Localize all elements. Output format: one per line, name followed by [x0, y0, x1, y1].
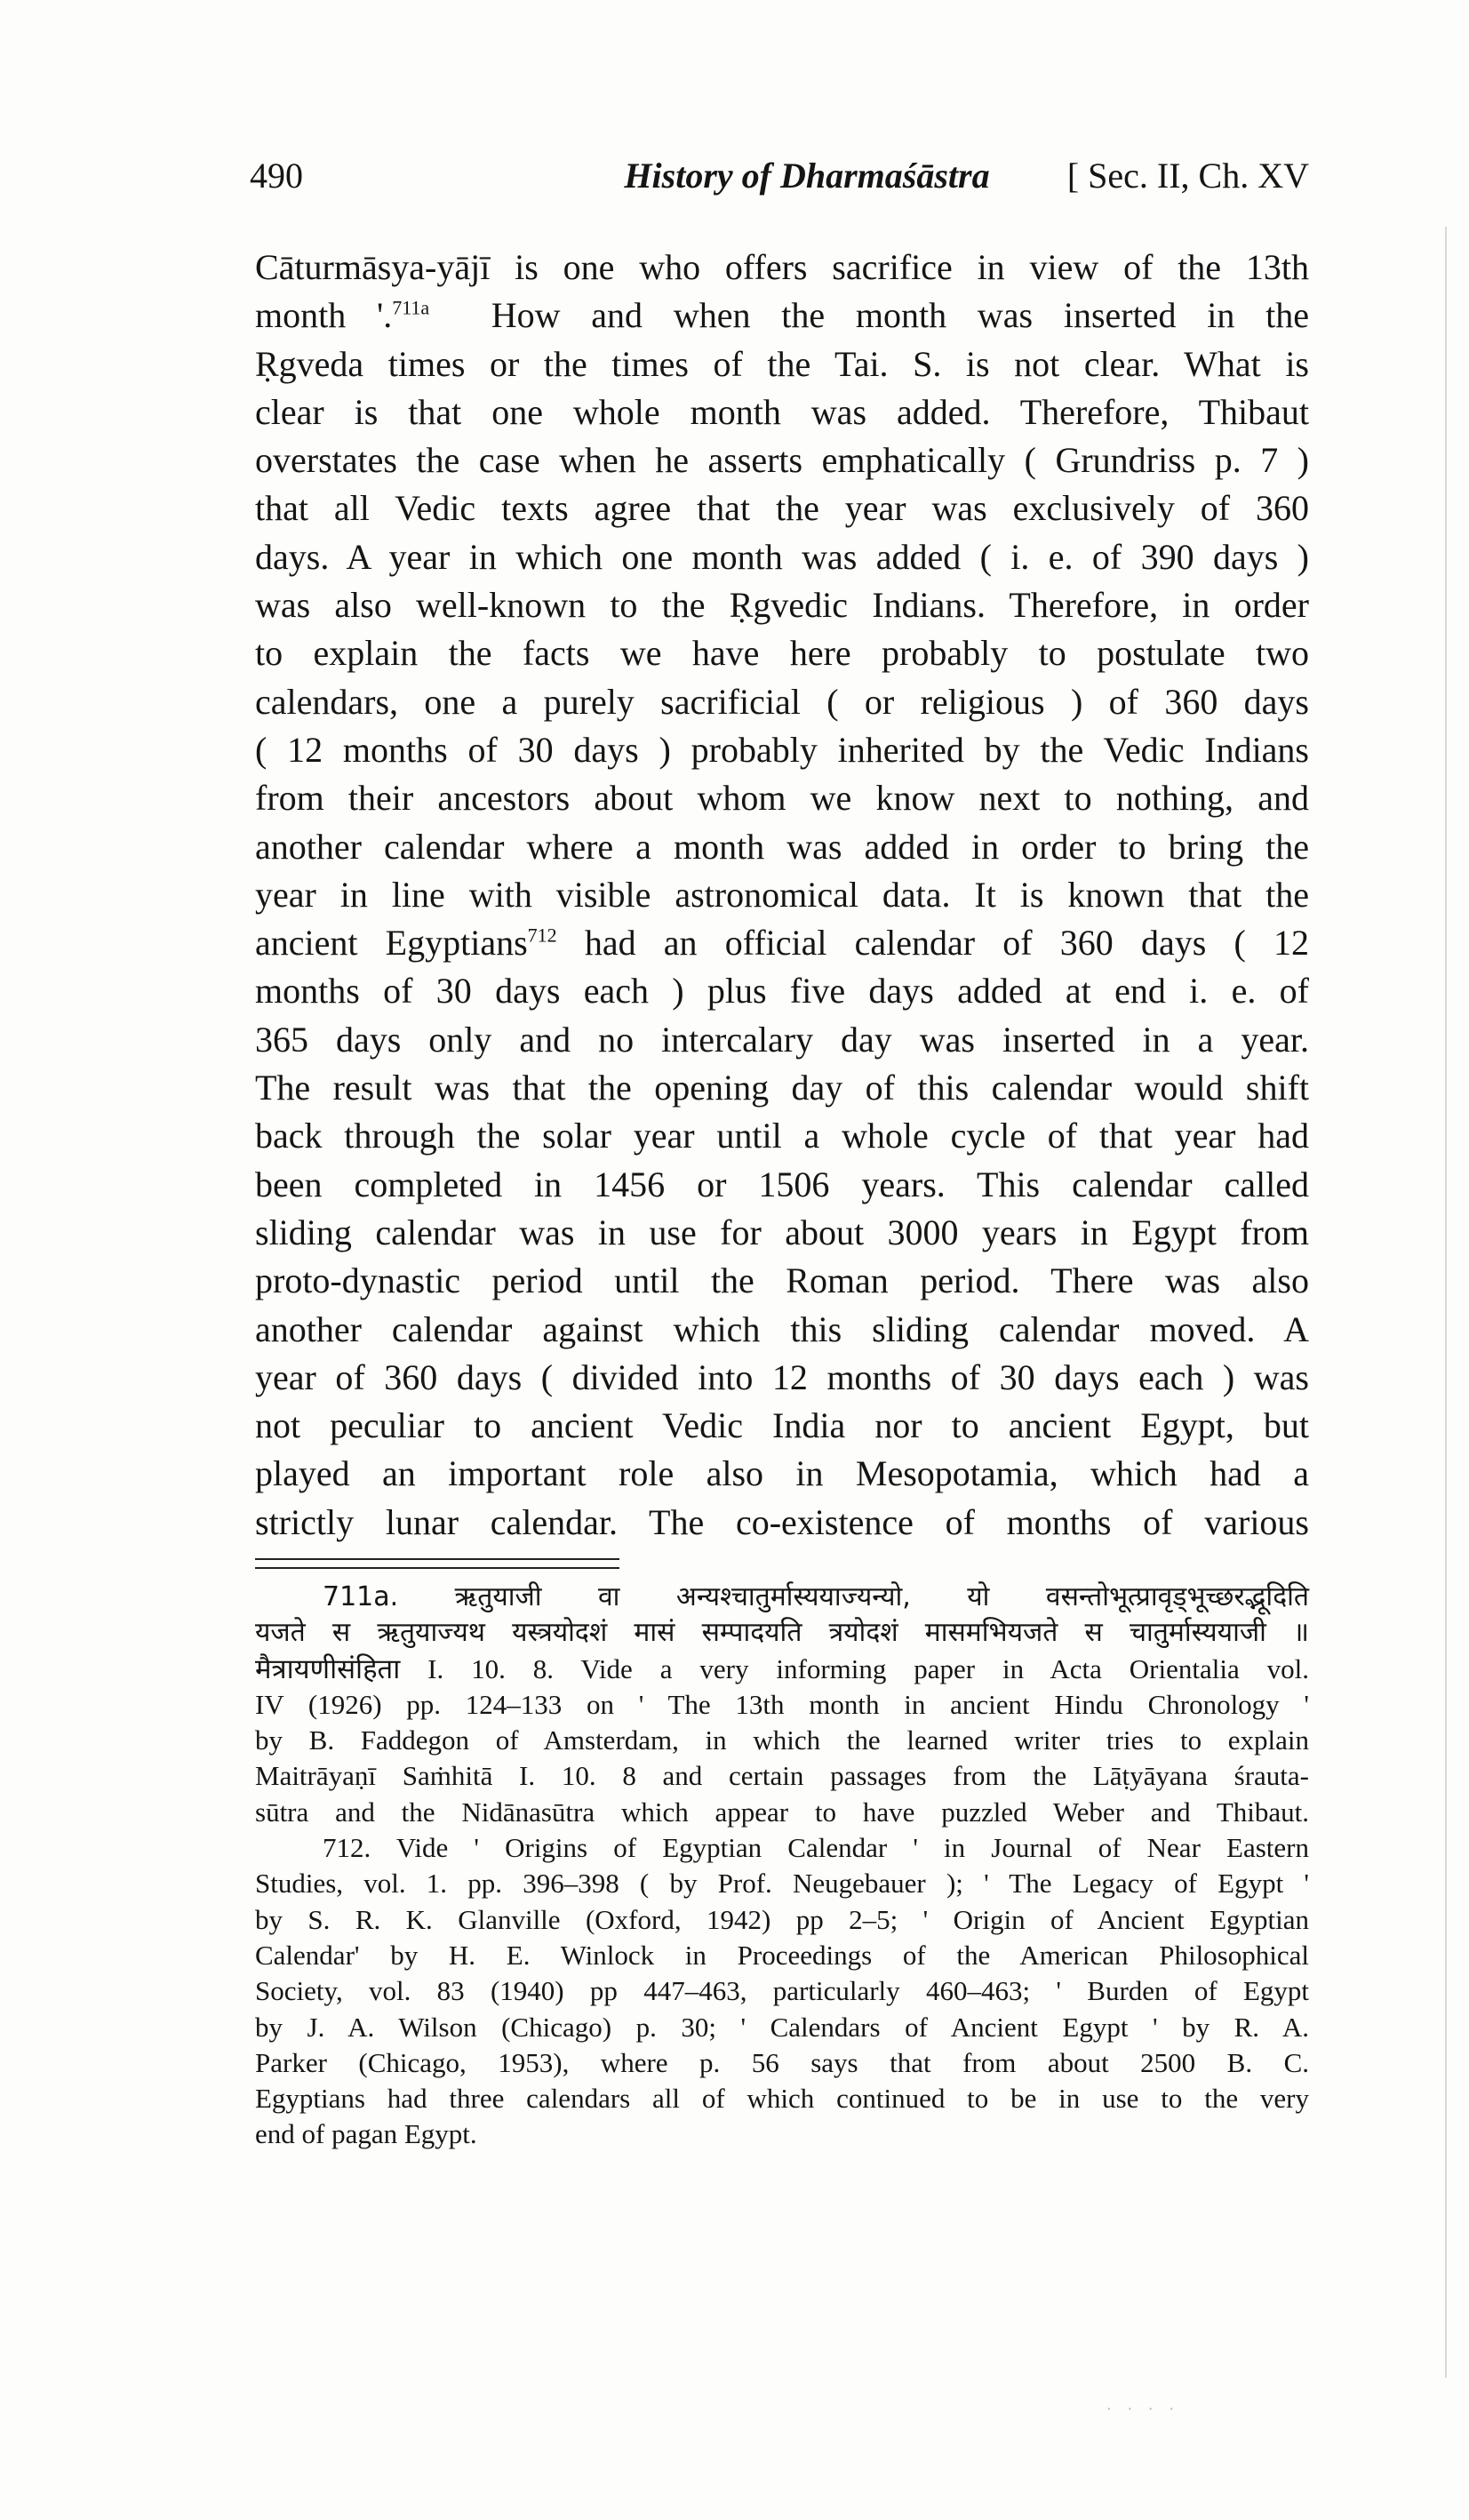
text-fragment: How and when the month was inserted in the	[491, 295, 1310, 336]
text-line: ( 12 months of 30 days ) probably inherited by the Vedic Indians	[255, 729, 1309, 770]
text-line: was also well-known to the Ṛgvedic Indians. Therefore, in order	[255, 585, 1309, 626]
footnote-line: by J. A. Wilson (Chicago) p. 30; ' Calendars of Ancient Egypt ' by R. A.	[255, 2011, 1309, 2043]
footnote-ref-711a: 711a	[392, 296, 430, 319]
page-edge-rule	[1445, 227, 1447, 2378]
text-line: months of 30 days each ) plus five days added at end i. e. of	[255, 971, 1309, 1012]
footnote-text: Vide ' Origins of Egyptian Calendar ' in Journal of Near Eastern	[395, 1832, 1309, 1864]
footnote-divider	[255, 1558, 619, 1569]
text-line: that all Vedic texts agree that the year was exclusively of 360	[255, 488, 1309, 529]
text-line: sliding calendar was in use for about 3000 years in Egypt from	[255, 1212, 1309, 1252]
text-fragment: ancient Egyptians	[255, 923, 528, 964]
sanskrit-quote: ऋतुयाजी वा अन्यश्चातुर्मास्ययाज्यन्यो, यो वसन्तोभूत्प्रावृड्भूच्छरद्भूदिति	[454, 1581, 1309, 1612]
footnote-712	[255, 1830, 1309, 2153]
text-line: Ṛgveda times or the times of the Tai. S. is not clear. What is	[255, 343, 1309, 384]
text-line: been completed in 1456 or 1506 years. This calendar called	[255, 1164, 1309, 1204]
footnote-label: 712.	[323, 1832, 371, 1864]
footnote-line: Society, vol. 83 (1940) pp 447–463, particularly 460–463; ' Burden of Egypt	[255, 1975, 1309, 2007]
text-line: 365 days only and no intercalary day was inserted in a year.	[255, 1019, 1309, 1060]
footnote-line: Maitrāyaṇī Saṁhitā I. 10. 8 and certain passages from the Lāṭyāyana śrauta-	[255, 1760, 1309, 1792]
text-line	[255, 919, 1309, 967]
text-line: another calendar where a month was added in order to bring the	[255, 826, 1309, 867]
footnote-line: Parker (Chicago, 1953), where p. 56 says that from about 2500 B. C.	[255, 2046, 1309, 2078]
footnotes	[255, 1580, 1309, 2153]
text-fragment: had an official calendar of 360 days ( 12	[556, 923, 1309, 964]
footnote-line: IV (1926) pp. 124–133 on ' The 13th month in ancient Hindu Chronology '	[255, 1688, 1309, 1720]
footnote-line	[255, 1830, 1309, 1866]
text-line: strictly lunar calendar. The co-existence of months of various	[255, 1501, 1309, 1542]
page-header	[250, 154, 1309, 198]
text-fragment: month '.	[255, 295, 393, 336]
section-chapter-label: [ Sec. II, Ch. XV	[1066, 156, 1309, 196]
text-line: year in line with visible astronomical data. It is known that the	[255, 874, 1309, 915]
text-line: overstates the case when he asserts emphatically ( Grundriss p. 7 )	[255, 440, 1309, 481]
footnote-line: Calendar' by H. E. Winlock in Proceedings of the American Philosophical	[255, 1939, 1309, 1971]
running-title: History of Dharmaśāstra	[624, 156, 990, 196]
text-line: calendars, one a purely sacrificial ( or religious ) of 360 days	[255, 681, 1309, 722]
text-line: clear is that one whole month was added. Therefore, Thibaut	[255, 391, 1309, 432]
scan-specks: · · · ·	[1106, 2400, 1180, 2419]
text-line: The result was that the opening day of this calendar would shift	[255, 1068, 1309, 1108]
text-line: not peculiar to ancient Vedic India nor to ancient Egypt, but	[255, 1405, 1309, 1446]
footnote-label: 711a.	[323, 1581, 399, 1612]
text-line: days. A year in which one month was added ( i. e. of 390 days )	[255, 536, 1309, 577]
footnote-line	[255, 1580, 1309, 1615]
text-line: proto-dynastic period until the Roman period. There was also	[255, 1260, 1309, 1301]
footnote-line: मैत्रायणीसंहिता I. 10. 8. Vide a very informing paper in Acta Orientalia vol.	[255, 1652, 1309, 1684]
footnote-line: Egyptians had three calendars all of which continued to be in use to the very	[255, 2083, 1309, 2115]
footnote-711a	[255, 1580, 1309, 1830]
footnote-line: Studies, vol. 1. pp. 396–398 ( by Prof. Neugebauer ); ' The Legacy of Egypt '	[255, 1868, 1309, 1900]
text-line: another calendar against which this sliding calendar moved. A	[255, 1308, 1309, 1349]
footnote-line: sūtra and the Nidānasūtra which appear to have puzzled Weber and Thibaut.	[255, 1796, 1309, 1828]
text-line: from their ancestors about whom we know next to nothing, and	[255, 778, 1309, 819]
footnote-line: end of pagan Egypt.	[255, 2118, 477, 2150]
text-line: to explain the facts we have here probably to postulate two	[255, 633, 1309, 674]
footnote-line: यजते स ऋतुयाज्यथ यस्त्रयोदशं मासं सम्पादयति त्रयोदशं मासमभियजते स चातुर्मास्ययाजी ॥	[255, 1617, 1309, 1649]
footnote-ref-712: 712	[527, 924, 557, 947]
text-line: played an important role also in Mesopotamia, which had a	[255, 1453, 1309, 1494]
footnote-line: by S. R. K. Glanville (Oxford, 1942) pp 2–5; ' Origin of Ancient Egyptian	[255, 1903, 1309, 1935]
text-line: back through the solar year until a whole cycle of that year had	[255, 1116, 1309, 1156]
main-text	[255, 244, 1309, 1547]
page-number: 490	[250, 156, 303, 196]
footnote-line: by B. Faddegon of Amsterdam, in which the learned writer tries to explain	[255, 1724, 1309, 1756]
text-line: Cāturmāsya-yājī is one who offers sacrifice in view of the 13th	[255, 247, 1309, 287]
text-line	[255, 292, 1309, 340]
text-line: year of 360 days ( divided into 12 months of 30 days each ) was	[255, 1356, 1309, 1397]
